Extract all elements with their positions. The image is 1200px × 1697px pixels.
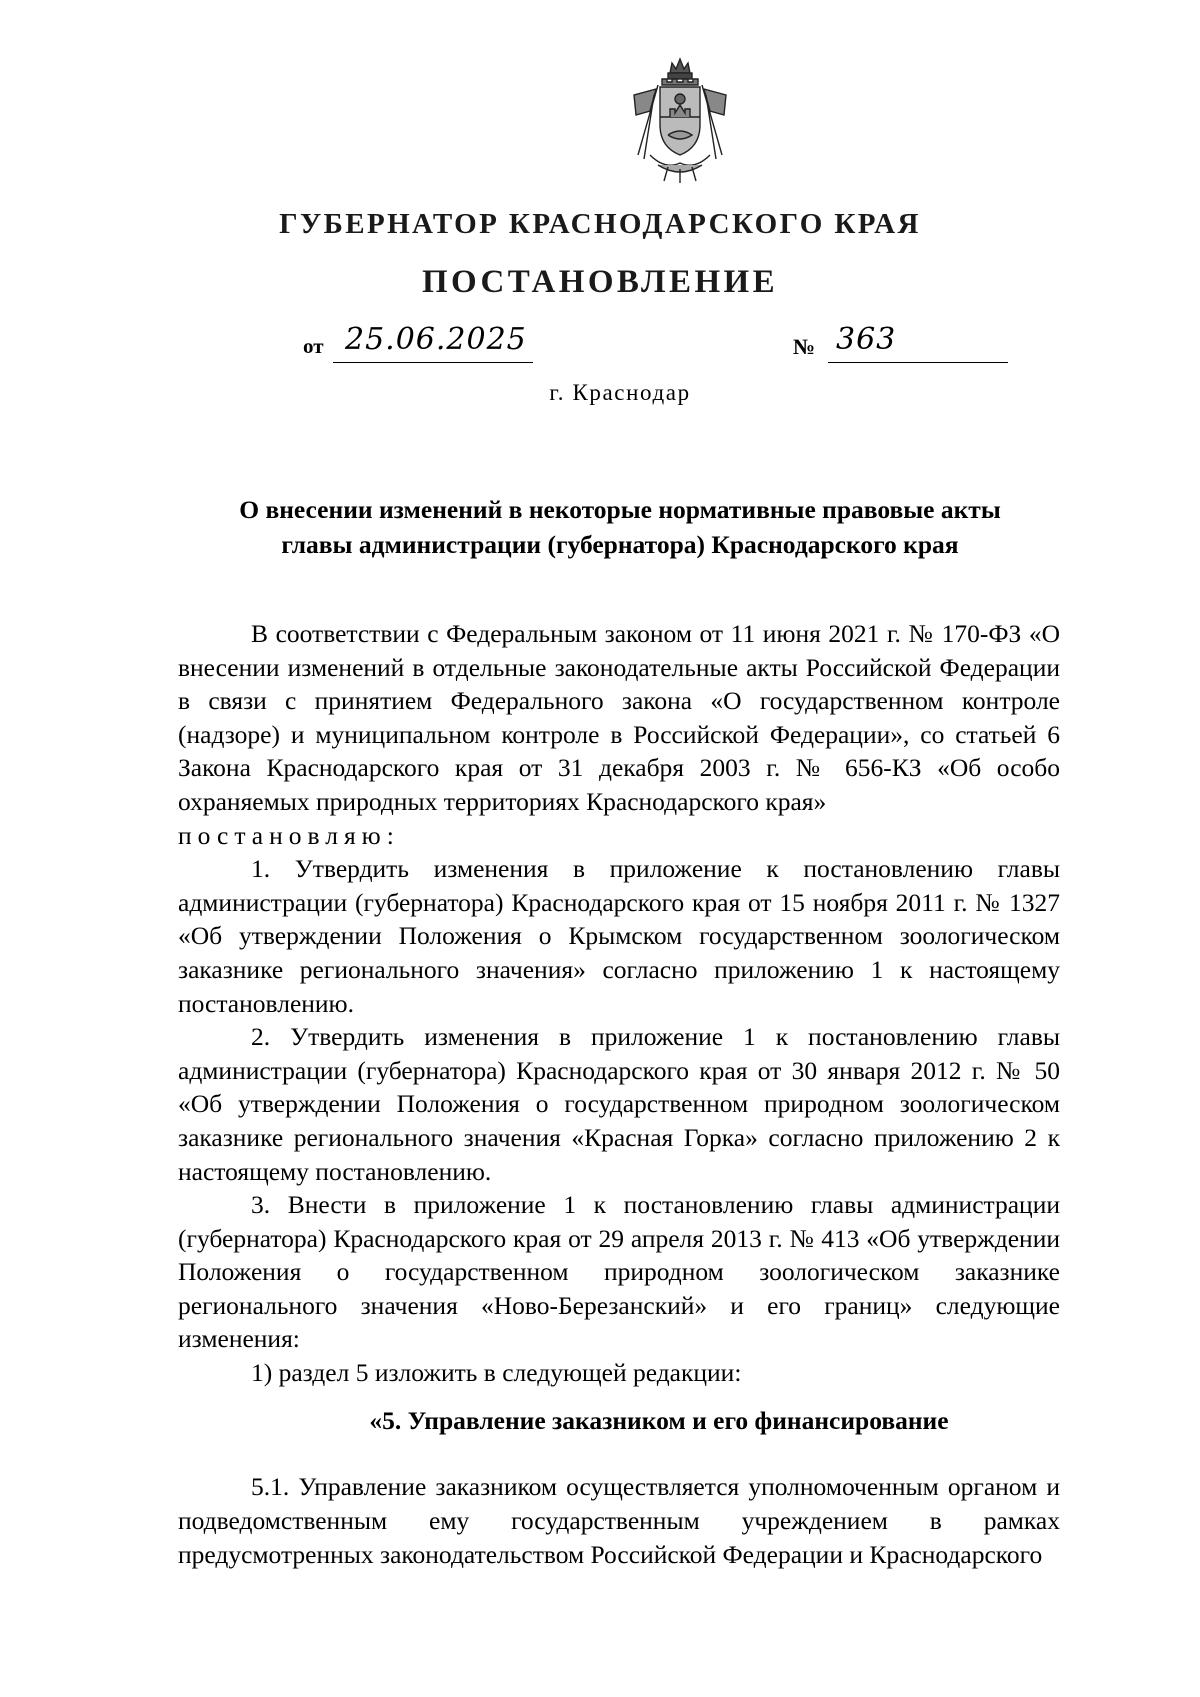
- subitem-1: 1) раздел 5 изложить в следующей редакции:: [251, 1358, 742, 1388]
- document-title: [200, 492, 1040, 562]
- date-prefix: от: [303, 334, 324, 358]
- section-heading: «5. Управление заказником и его финансирование: [369, 1406, 949, 1435]
- resolve-word: постановляю:: [178, 820, 400, 850]
- date-field: [333, 322, 533, 363]
- document-body: [178, 617, 1060, 1390]
- item-1: 1. Утвердить изменения в приложение к постановлению главы администрации (губернатора) Краснодарского края от 15 ноября 2011 г. № 1327 «Об утверждении Положения о Крымском государственном зоологическом заказнике регионального значения» согласно приложению 1 к настоящему постановлению.: [178, 854, 1060, 1018]
- preamble-paragraph: В соответствии с Федеральным законом от 11 июня 2021 г. № 170-ФЗ «О внесении изменений в отдельные законодательные акты Российской Федерации в связи с принятием Федерального закона «О государственном контроле (надзоре) и муниципальном контроле в Российской Федерации», со статьей 6 Закона Краснодарского края от 31 декабря 2003 г. № 656-КЗ «Об особо охраняемых природных территориях Краснодарского края»: [178, 619, 1060, 816]
- item-2: 2. Утвердить изменения в приложение 1 к постановлению главы администрации (губернатора) Краснодарского края от 30 января 2012 г. № 50 «Об утверждении Положения о государственном природном зоологическом заказнике регионального значения «Красная Горка» согласно приложению 2 к настоящему постановлению.: [178, 1022, 1060, 1186]
- issuing-authority: ГУБЕРНАТОР КРАСНОДАРСКОГО КРАЯ: [279, 208, 921, 240]
- title-line-1: О внесении изменений в некоторые нормативные правовые акты: [239, 495, 1001, 524]
- date-handwritten: 25.06.2025: [345, 322, 527, 357]
- title-line-2: главы администрации (губернатора) Краснодарского края: [281, 530, 959, 559]
- number-handwritten: 363: [836, 322, 897, 357]
- coat-of-arms-emblem: [620, 55, 740, 185]
- number-prefix: №: [793, 334, 816, 359]
- document-type: ПОСТАНОВЛЕНИЕ: [421, 264, 778, 300]
- section-body: [178, 1470, 1060, 1572]
- city-line: г. Краснодар: [549, 380, 691, 405]
- date-number-line: [303, 322, 943, 370]
- item-3: 3. Внести в приложение 1 к постановлению главы администрации (губернатора) Краснодарского края от 29 апреля 2013 г. № 413 «Об утверждении Положения о государственном природном зоологическом заказнике регионального значения «Ново-Березанский» и его границ» следующие изменения:: [178, 1190, 1060, 1354]
- section-paragraph: 5.1. Управление заказником осуществляется уполномоченным органом и подведомственным ему государственным учреждением в рамках предусмотренных законодательством Российской Федерации и Краснодарского: [178, 1472, 1060, 1569]
- number-field: [828, 322, 1008, 363]
